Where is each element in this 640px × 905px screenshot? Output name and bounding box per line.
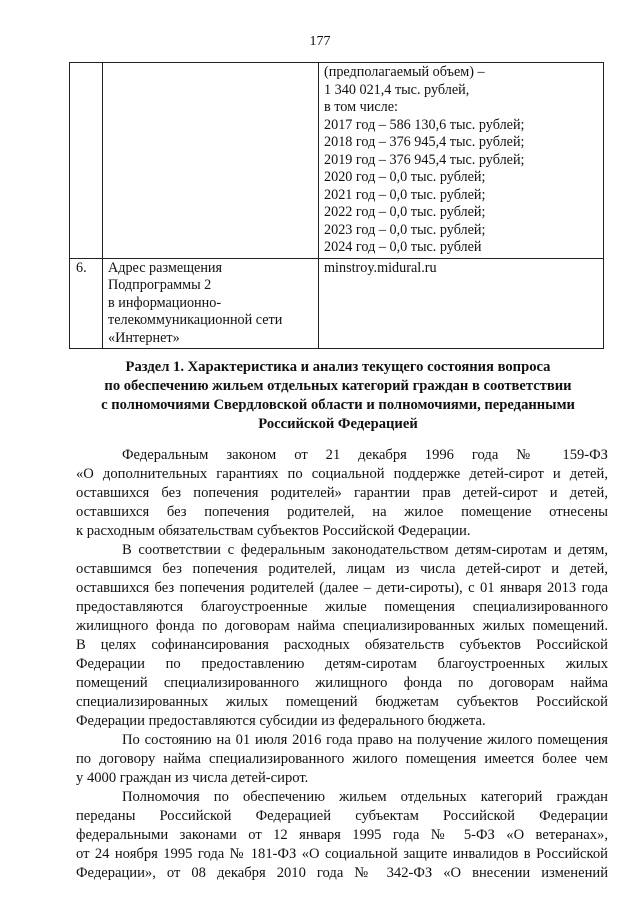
table-row [70,63,604,259]
table-cell-name [103,63,319,259]
row-name-line: «Интернет» [108,329,180,346]
paragraph-line: Федерации предоставляются субсидии из федерального бюджета. [76,713,486,729]
financing-line: 2022 год – 0,0 тыс. рублей; [324,204,486,220]
paragraph-line: переданы Российской Федерацией субъектам Российской Федерации [76,808,608,824]
paragraph-line: Федерации по предоставлению детям-сиротам благоустроенных жилых [76,656,608,672]
financing-line: 1 340 021,4 тыс. рублей, [324,81,470,98]
financing-line: 2023 год – 0,0 тыс. рублей; [324,221,486,238]
row-name-line: в информационно- [108,294,222,311]
paragraph-line: предоставляются благоустроенные жилые помещения специализированного [76,599,608,615]
financing-line: 2018 год – 376 945,4 тыс. рублей; [324,134,525,150]
financing-line: (предполагаемый объем) – [324,64,485,80]
paragraph [76,788,608,883]
paragraph-line: «О дополнительных гарантиях по социальной поддержке детей-сирот и детей, [76,466,608,482]
paragraph-line: По состоянию на 01 июля 2016 года право на получение жилого помещения [122,732,608,748]
section-heading-line: с полномочиями Свердловской области и полномочиями, переданными [101,397,575,413]
financing-line: 2020 год – 0,0 тыс. рублей; [324,169,486,185]
paragraph-line: у 4000 граждан из числа детей-сирот. [76,770,309,786]
financing-line: 2024 год – 0,0 тыс. рублей [324,239,482,255]
paragraph-line: федеральными законами от 12 января 1995 года № 5-ФЗ «О ветеранах», [76,827,608,843]
paragraph-line: Федерации», от 08 декабря 2010 года № 342-ФЗ «О внесении изменений [76,865,608,881]
paragraph-line: оставшихся без попечения родителей» гарантии прав детей-сирот и детей, [76,485,608,501]
table-cell-value: minstroy.midural.ru [319,258,604,349]
paragraph [76,446,608,541]
section-heading [78,358,598,434]
table-row [70,258,604,349]
table-cell-number [70,63,103,259]
financing-line: в том числе: [324,99,398,115]
section-heading-line: по обеспечению жильем отдельных категорий граждан в соответствии [104,378,572,394]
paragraph-line: специализированных жилых помещений бюджетам субъектов Российской [76,694,608,710]
subprogram-passport-table [69,62,604,349]
table-cell-number: 6. [70,258,103,349]
paragraph-line: оставшихся без попечения родителей, на жилое помещение отнесены [76,504,608,520]
paragraph-line: от 24 ноября 1995 года № 181-ФЗ «О социальной защите инвалидов в Российской [76,846,608,862]
row-name-line: Адрес размещения [108,259,223,276]
table-cell-name [103,258,319,349]
paragraph [76,541,608,731]
financing-line: 2021 год – 0,0 тыс. рублей; [324,186,486,203]
section-heading-line: Раздел 1. Характеристика и анализ текущего состояния вопроса [125,359,551,375]
paragraph-line: к расходным обязательствам субъектов Российской Федерации. [76,523,471,539]
paragraph-line: Федеральным законом от 21 декабря 1996 года № 159-ФЗ [122,447,608,463]
paragraph [76,731,608,788]
paragraph-line: В соответствии с федеральным законодательством детям-сиротам и детям, [122,542,608,558]
page-number: 177 [309,34,331,49]
row-name-line: Подпрограммы 2 [108,277,212,293]
paragraph-line: жилищного фонда по договорам найма специализированных жилых помещений. [76,618,608,634]
table-cell-value [319,63,604,259]
body-text [76,446,608,883]
paragraph-line: оставшихся без попечения родителей (далее – дети-сироты), с 01 января 2013 года [76,580,608,596]
section-heading-line: Российской Федерацией [258,416,418,432]
row-name-line: телекоммуникационной сети [108,312,283,328]
paragraph-line: помещений специализированного жилищного фонда по договорам найма [76,675,608,691]
paragraph-line: Полномочия по обеспечению жильем отдельных категорий граждан [122,789,608,805]
financing-line: 2017 год – 586 130,6 тыс. рублей; [324,116,525,133]
paragraph-line: В целях софинансирования расходных обязательств субъектов Российской [76,637,608,653]
paragraph-line: оставшимся без попечения родителей, лицам из числа детей-сирот и детей, [76,561,608,577]
paragraph-line: по договору найма специализированного жилого помещения имеется более чем [76,751,608,767]
financing-line: 2019 год – 376 945,4 тыс. рублей; [324,151,525,168]
